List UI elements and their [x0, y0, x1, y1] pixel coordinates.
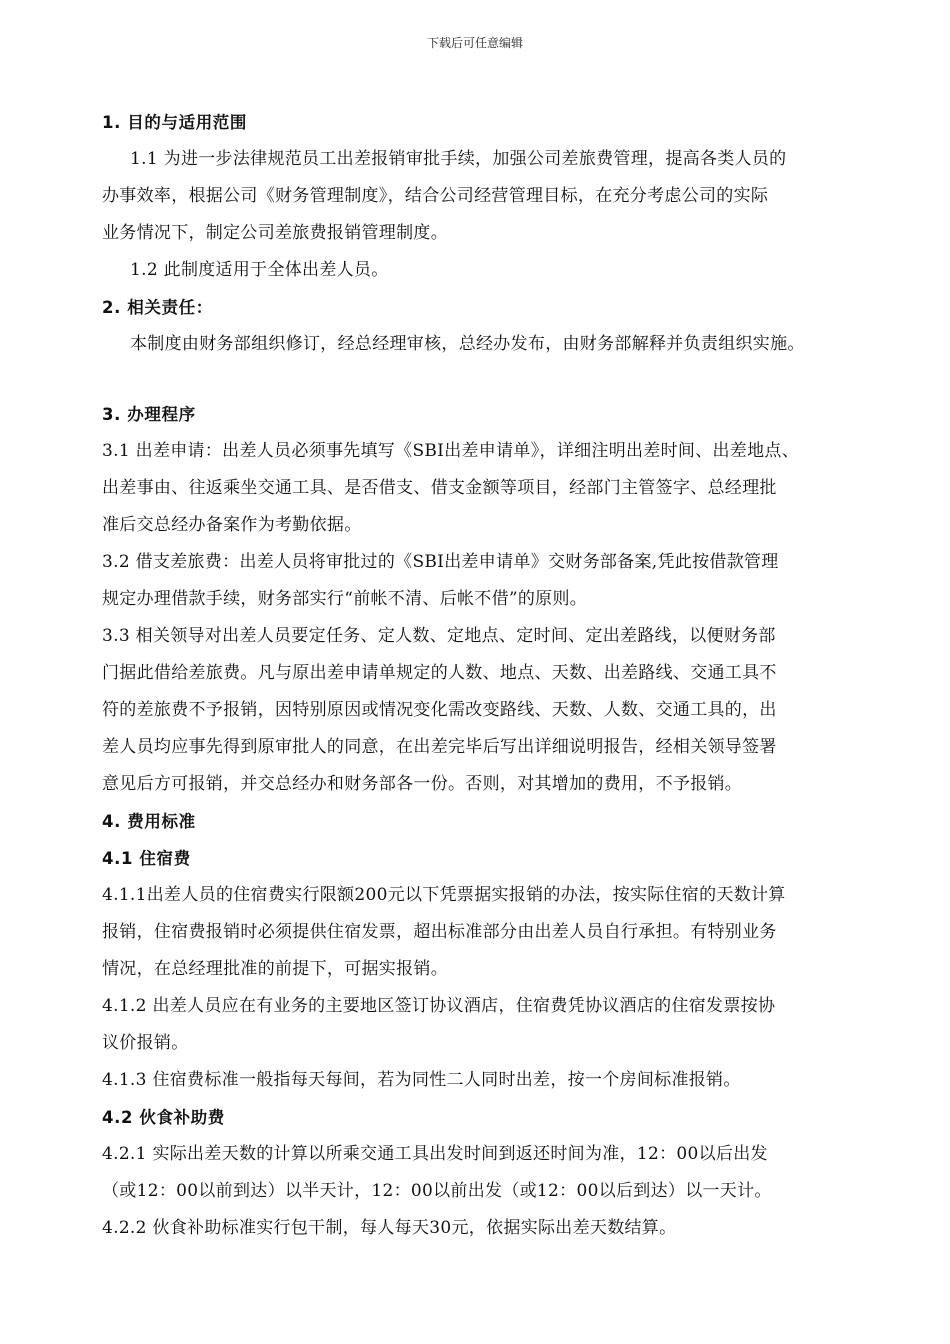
paragraph-line: 情况，在总经理批准的前提下，可据实报销。: [102, 959, 448, 979]
paragraph-line: 报销，住宿费报销时必须提供住宿发票，超出标准部分由出差人员自行承担。有特别业务: [102, 922, 777, 942]
paragraph-line: 4.1.3 住宿费标准一般指每天每间，若为同性二人同时出差，按一个房间标准报销。: [102, 1070, 741, 1090]
paragraph-line: 业务情况下，制定公司差旅费报销管理制度。: [102, 223, 448, 243]
subsection-heading: 4.2 伙食补助费: [102, 1108, 225, 1127]
blank-line: [102, 369, 892, 402]
section-heading: 1. 目的与适用范围: [102, 113, 247, 132]
section-heading: 2. 相关责任：: [102, 298, 213, 317]
paragraph-line: 议价报销。: [102, 1033, 189, 1053]
section-heading: 4. 费用标准: [102, 812, 196, 831]
paragraph-line: 4.1.1出差人员的住宿费实行限额200元以下凭票据实报销的办法，按实际住宿的天数计算: [102, 885, 786, 905]
paragraph-line: 4.2.1 实际出差天数的计算以所乘交通工具出发时间到返还时间为准，12：00以后出发: [102, 1144, 768, 1164]
paragraph-line: 1.2 此制度适用于全体出差人员。: [130, 260, 389, 280]
paragraph-line: 3.2 借支差旅费：出差人员将审批过的《SBI出差申请单》交财务部备案,凭此按借款管理: [102, 552, 779, 572]
paragraph-line: 1.1 为进一步法律规范员工出差报销审批手续，加强公司差旅费管理，提高各类人员的: [130, 149, 787, 169]
paragraph-line: （或12：00以前到达）以半天计，12：00以前出发（或12：00以后到达）以一天计。: [102, 1181, 772, 1201]
paragraph-line: 本制度由财务部组织修订，经总经理审核，总经办发布，由财务部解释并负责组织实施。: [130, 334, 805, 354]
paragraph-line: 3.1 出差申请：出差人员必须事先填写《SBI出差申请单》，详细注明出差时间、出差地点、: [102, 441, 799, 461]
page-header: 下载后可任意编辑: [426, 36, 523, 50]
paragraph-line: 规定办理借款手续，财务部实行“前帐不清、后帐不借”的原则。: [102, 589, 588, 609]
paragraph-line: 门据此借给差旅费。凡与原出差申请单规定的人数、地点、天数、出差路线、交通工具不: [102, 663, 777, 683]
document-body: [102, 110, 892, 1253]
paragraph-line: 意见后方可报销，并交总经办和财务部各一份。否则，对其增加的费用，不予报销。: [102, 774, 743, 794]
paragraph-line: 差人员均应事先得到原审批人的同意，在出差完毕后写出详细说明报告，经相关领导签署: [102, 737, 777, 757]
paragraph-line: 4.2.2 伙食补助标准实行包干制，每人每天30元，依据实际出差天数结算。: [102, 1218, 677, 1238]
subsection-heading: 4.1 住宿费: [102, 849, 191, 868]
paragraph-line: 出差事由、往返乘坐交通工具、是否借支、借支金额等项目，经部门主管签字、总经理批: [102, 478, 777, 498]
paragraph-line: 准后交总经办备案作为考勤依据。: [102, 515, 362, 535]
paragraph-line: 办事效率，根据公司《财务管理制度》，结合公司经营管理目标，在充分考虑公司的实际: [102, 186, 769, 206]
paragraph-line: 符的差旅费不予报销，因特别原因或情况变化需改变路线、天数、人数、交通工具的，出: [102, 700, 777, 720]
paragraph-line: 4.1.2 出差人员应在有业务的主要地区签订协议酒店，住宿费凭协议酒店的住宿发票按协: [102, 996, 776, 1016]
section-heading: 3. 办理程序: [102, 405, 196, 424]
paragraph-line: 3.3 相关领导对出差人员要定任务、定人数、定地点、定时间、定出差路线，以便财务部: [102, 626, 776, 646]
